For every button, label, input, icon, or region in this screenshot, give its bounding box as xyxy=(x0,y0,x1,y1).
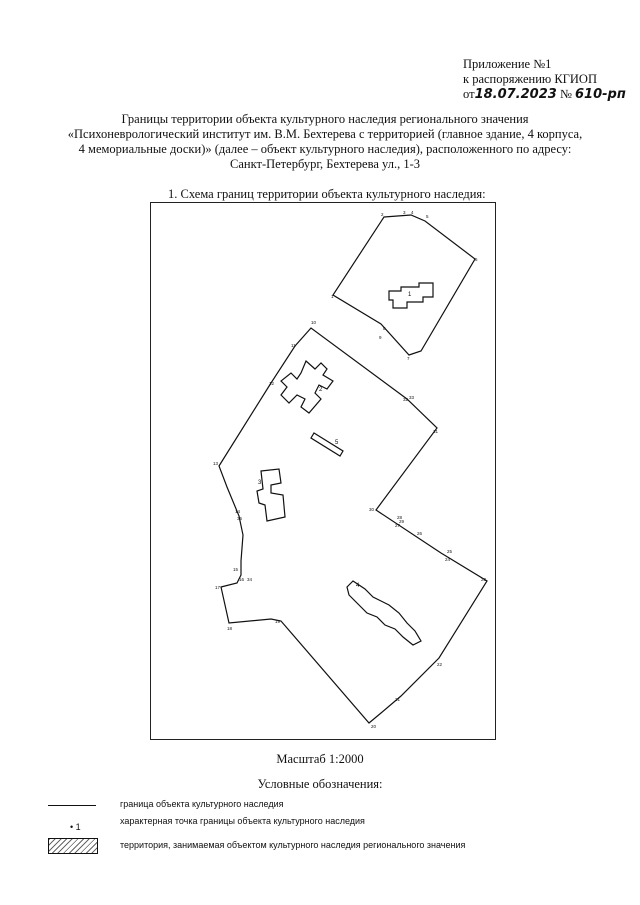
building-4 xyxy=(347,581,421,645)
point-label: 17 xyxy=(215,585,221,590)
appendix-date-line xyxy=(463,87,626,102)
point-label: 35 xyxy=(237,516,243,521)
point-label: 12 xyxy=(269,381,275,386)
point-label: 34 xyxy=(247,577,253,582)
appendix-number: 610-рп xyxy=(575,87,626,102)
map-drawing xyxy=(151,203,497,741)
point-label: 32 xyxy=(403,397,409,402)
title-line-1: Границы территории объекта культурного наследия регионального значения xyxy=(121,112,529,126)
point-label: 5 xyxy=(426,214,429,219)
point-label: 2 xyxy=(381,212,384,217)
document-title xyxy=(40,112,610,172)
point-label: 23 xyxy=(481,577,487,582)
appendix-line-2: к распоряжению КГИОП xyxy=(463,72,597,86)
point-label: 28 xyxy=(397,515,403,520)
legend-point-swatch: • 1 xyxy=(70,822,81,832)
appendix-block xyxy=(463,57,626,102)
point-label: 30 xyxy=(369,507,375,512)
point-label: 15 xyxy=(233,567,239,572)
point-label: 4 xyxy=(411,210,414,215)
legend-point-marker: 1 xyxy=(75,822,81,832)
building-label: 2 xyxy=(319,387,323,393)
point-label: 19 xyxy=(275,619,281,624)
building-label: 5 xyxy=(335,440,339,446)
point-label: 25 xyxy=(447,549,453,554)
legend-title: Условные обозначения: xyxy=(257,777,383,791)
point-label: 13 xyxy=(213,461,219,466)
point-label: 18 xyxy=(227,626,233,631)
point-label: 29 xyxy=(399,519,405,524)
point-label: 9 xyxy=(379,335,382,340)
main-parcel-boundary xyxy=(219,328,487,723)
point-label: 1 xyxy=(331,294,334,299)
appendix-prefix: от xyxy=(463,87,475,101)
title-line-3: 4 мемориальные доски)» (далее – объект культурного наследия), расположенного по адресу: xyxy=(78,142,572,156)
building-2 xyxy=(281,361,333,413)
legend-territory-text: территория, занимаемая объектом культурного наследия регионального значения xyxy=(120,840,466,850)
point-label: 10 xyxy=(311,320,317,325)
point-label: 3 xyxy=(403,210,406,215)
legend-territory-swatch xyxy=(48,838,98,854)
legend-boundary-swatch xyxy=(48,805,96,806)
point-label: 11 xyxy=(291,343,296,348)
building-label: 1 xyxy=(408,292,412,298)
title-line-2: «Психоневрологический институт им. В.М. Бехтерева с территорией (главное здание, 4 корпуса, xyxy=(67,127,583,141)
point-label: 16 xyxy=(239,577,245,582)
point-label: 8 xyxy=(383,326,386,331)
appendix-date: 18.07.2023 xyxy=(474,87,557,102)
point-label: 31 xyxy=(433,429,439,434)
appendix-line-1: Приложение №1 xyxy=(463,57,552,71)
point-label: 7 xyxy=(407,356,410,361)
point-label: 24 xyxy=(445,557,451,562)
point-label: 20 xyxy=(371,724,377,729)
legend-point-text: характерная точка границы объекта культурного наследия xyxy=(120,816,365,826)
point-label: 22 xyxy=(437,662,443,667)
legend-boundary-text: граница объекта культурного наследия xyxy=(120,799,284,809)
appendix-number-sign: № xyxy=(559,87,572,101)
building-label: 4 xyxy=(356,583,360,589)
point-label: 14 xyxy=(235,509,241,514)
boundary-map xyxy=(150,202,496,740)
point-label: 26 xyxy=(417,531,423,536)
point-label: 27 xyxy=(395,523,401,528)
point-label: 21 xyxy=(395,697,401,702)
section-heading: 1. Схема границ территории объекта культурного наследия: xyxy=(168,187,486,201)
point-label: 33 xyxy=(409,395,415,400)
point-label: 6 xyxy=(475,257,478,262)
map-scale: Масштаб 1:2000 xyxy=(276,752,364,766)
upper-parcel-boundary xyxy=(333,215,475,355)
building-3 xyxy=(257,469,285,521)
building-label: 3 xyxy=(258,480,262,486)
title-line-4: Санкт-Петербург, Бехтерева ул., 1-3 xyxy=(230,157,420,171)
